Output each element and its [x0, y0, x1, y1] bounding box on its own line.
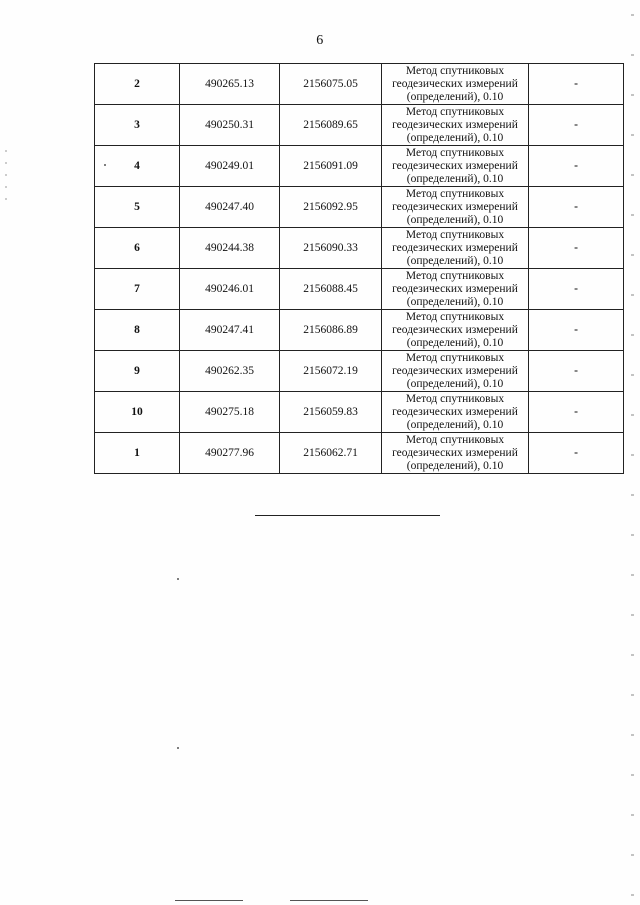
table-row — [95, 105, 624, 146]
method-cell — [382, 105, 529, 146]
point-number-cell: 6 — [95, 228, 180, 269]
x-coordinate-cell: 490275.18 — [180, 392, 280, 433]
bottom-scan-line — [290, 900, 368, 901]
method-line: геодезических измерений — [392, 282, 518, 295]
note-cell: - — [529, 433, 624, 474]
method-line: Метод спутниковых — [405, 351, 505, 364]
method-line: Метод спутниковых — [405, 105, 505, 118]
y-coordinate-cell: 2156091.09 — [280, 146, 382, 187]
method-cell — [382, 433, 529, 474]
method-line: Метод спутниковых — [405, 64, 505, 77]
table-row — [95, 269, 624, 310]
coordinates-table-body — [95, 64, 624, 474]
y-coordinate-cell: 2156092.95 — [280, 187, 382, 228]
method-line: (определений), 0.10 — [406, 336, 504, 349]
end-of-document-rule — [255, 515, 440, 516]
point-number-cell: 2 — [95, 64, 180, 105]
point-number-cell: 1 — [95, 433, 180, 474]
method-line: Метод спутниковых — [405, 392, 505, 405]
point-number-cell: 4 — [95, 146, 180, 187]
method-cell — [382, 187, 529, 228]
method-line: Метод спутниковых — [405, 269, 505, 282]
x-coordinate-cell: 490244.38 — [180, 228, 280, 269]
method-cell — [382, 392, 529, 433]
y-coordinate-cell: 2156090.33 — [280, 228, 382, 269]
method-line: Метод спутниковых — [405, 187, 505, 200]
note-cell: - — [529, 269, 624, 310]
method-line: (определений), 0.10 — [406, 377, 504, 390]
y-coordinate-cell: 2156075.05 — [280, 64, 382, 105]
method-line: (определений), 0.10 — [406, 172, 504, 185]
note-cell: - — [529, 105, 624, 146]
scan-speck — [104, 164, 106, 166]
table-row — [95, 64, 624, 105]
y-coordinate-cell: 2156062.71 — [280, 433, 382, 474]
scan-speck — [177, 747, 179, 749]
method-line: (определений), 0.10 — [406, 90, 504, 103]
note-cell: - — [529, 146, 624, 187]
method-line: Метод спутниковых — [405, 310, 505, 323]
x-coordinate-cell: 490246.01 — [180, 269, 280, 310]
method-line: геодезических измерений — [392, 364, 518, 377]
method-line: геодезических измерений — [392, 200, 518, 213]
method-cell — [382, 351, 529, 392]
method-cell — [382, 64, 529, 105]
scan-speck — [177, 578, 179, 580]
method-line: (определений), 0.10 — [406, 254, 504, 267]
y-coordinate-cell: 2156088.45 — [280, 269, 382, 310]
method-line: (определений), 0.10 — [406, 295, 504, 308]
method-line: геодезических измерений — [392, 405, 518, 418]
method-line: геодезических измерений — [392, 159, 518, 172]
note-cell: - — [529, 187, 624, 228]
method-line: (определений), 0.10 — [406, 418, 504, 431]
method-cell — [382, 310, 529, 351]
note-cell: - — [529, 351, 624, 392]
point-number-cell: 3 — [95, 105, 180, 146]
method-line: Метод спутниковых — [405, 228, 505, 241]
x-coordinate-cell: 490277.96 — [180, 433, 280, 474]
scan-edge-marks — [631, 0, 634, 905]
bottom-scan-line — [175, 900, 243, 901]
y-coordinate-cell: 2156059.83 — [280, 392, 382, 433]
coordinates-table — [94, 63, 624, 474]
method-cell — [382, 146, 529, 187]
table-row — [95, 310, 624, 351]
x-coordinate-cell: 490265.13 — [180, 64, 280, 105]
method-line: (определений), 0.10 — [406, 459, 504, 472]
method-line: Метод спутниковых — [405, 433, 505, 446]
x-coordinate-cell: 490250.31 — [180, 105, 280, 146]
method-line: (определений), 0.10 — [406, 213, 504, 226]
table-row — [95, 351, 624, 392]
point-number-cell: 10 — [95, 392, 180, 433]
x-coordinate-cell: 490249.01 — [180, 146, 280, 187]
note-cell: - — [529, 310, 624, 351]
table-row — [95, 433, 624, 474]
table-row — [95, 146, 624, 187]
method-line: геодезических измерений — [392, 446, 518, 459]
scan-edge-marks — [5, 140, 7, 200]
method-cell — [382, 269, 529, 310]
page-number: 6 — [316, 33, 324, 48]
x-coordinate-cell: 490247.40 — [180, 187, 280, 228]
method-line: геодезических измерений — [392, 241, 518, 254]
point-number-cell: 5 — [95, 187, 180, 228]
x-coordinate-cell: 490247.41 — [180, 310, 280, 351]
method-line: геодезических измерений — [392, 77, 518, 90]
note-cell: - — [529, 64, 624, 105]
method-line: Метод спутниковых — [405, 146, 505, 159]
y-coordinate-cell: 2156086.89 — [280, 310, 382, 351]
y-coordinate-cell: 2156089.65 — [280, 105, 382, 146]
point-number-cell: 9 — [95, 351, 180, 392]
point-number-cell: 7 — [95, 269, 180, 310]
y-coordinate-cell: 2156072.19 — [280, 351, 382, 392]
method-line: (определений), 0.10 — [406, 131, 504, 144]
point-number-cell: 8 — [95, 310, 180, 351]
x-coordinate-cell: 490262.35 — [180, 351, 280, 392]
method-line: геодезических измерений — [392, 323, 518, 336]
table-row — [95, 228, 624, 269]
note-cell: - — [529, 228, 624, 269]
method-cell — [382, 228, 529, 269]
table-row — [95, 392, 624, 433]
note-cell: - — [529, 392, 624, 433]
table-row — [95, 187, 624, 228]
method-line: геодезических измерений — [392, 118, 518, 131]
